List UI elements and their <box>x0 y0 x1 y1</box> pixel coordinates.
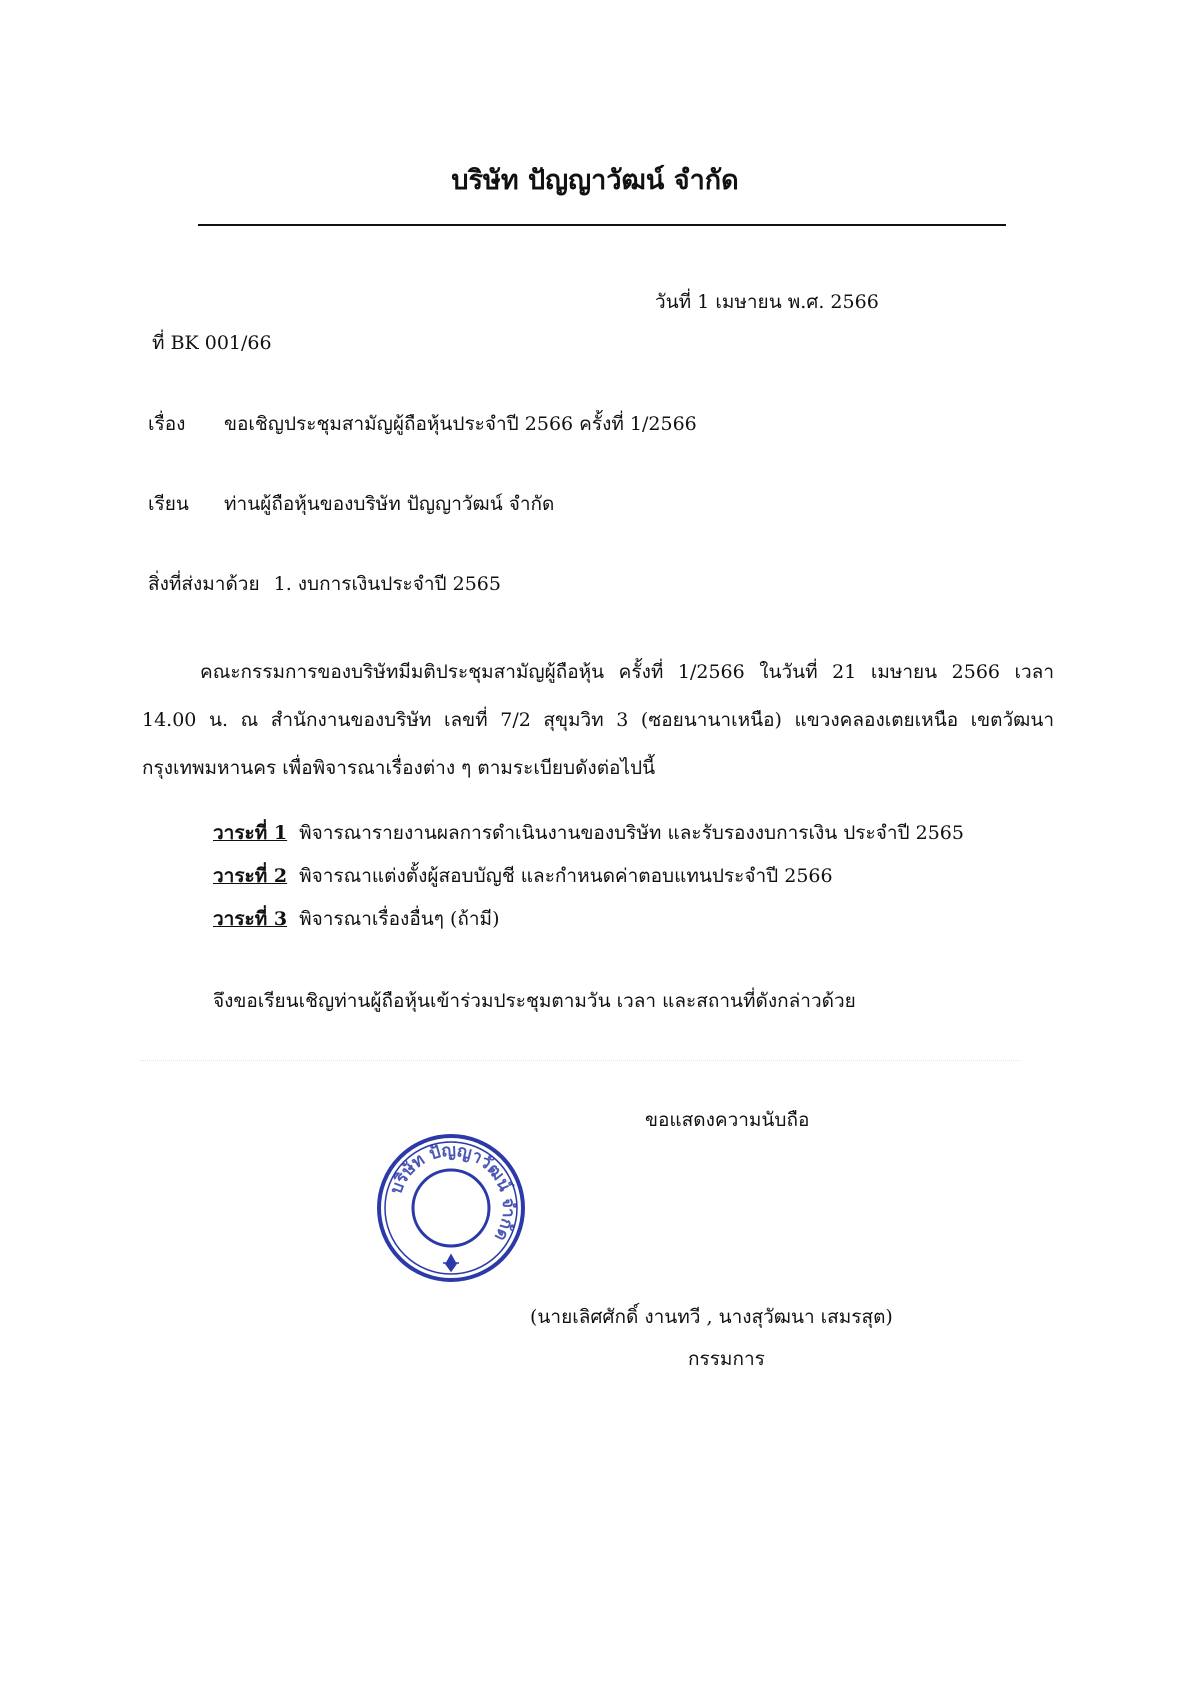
subject-text: ขอเชิญประชุมสามัญผู้ถือหุ้นประจำปี 2566 ครั้งที่ 1/2566 <box>224 413 697 435</box>
company-seal-stamp <box>375 1132 527 1284</box>
addressee-label: เรียน <box>148 493 189 515</box>
subject-label: เรื่อง <box>148 413 186 435</box>
faint-scan-line <box>140 1060 1020 1062</box>
addressee-line <box>148 490 554 518</box>
addressee-text: ท่านผู้ถือหุ้นของบริษัท ปัญญาวัฒน์ จำกัด <box>224 493 555 515</box>
signatory-names: (นายเลิศศักดิ์ งานทวี , นางสุวัฒนา เสมรสุต) <box>530 1306 893 1328</box>
letterhead-divider <box>198 224 1006 226</box>
agenda-item <box>213 905 500 933</box>
invitation-sentence: จึงขอเรียนเชิญท่านผู้ถือหุ้นเข้าร่วมประชุมตามวัน เวลา และสถานที่ดังกล่าวด้วย <box>213 990 856 1012</box>
agenda-text: พิจารณาแต่งตั้งผู้สอบบัญชี และกำหนดค่าตอบแทนประจำปี 2566 <box>299 865 833 887</box>
closing-salutation: ขอแสดงความนับถือ <box>645 1109 810 1131</box>
agenda-number: วาระที่ 2 <box>213 865 288 887</box>
reference-number: ที่ BK 001/66 <box>152 332 272 354</box>
enclosure-line <box>148 570 501 598</box>
agenda-text: พิจารณาเรื่องอื่นๆ (ถ้ามี) <box>299 908 500 930</box>
enclosure-label: สิ่งที่ส่งมาด้วย <box>148 573 260 595</box>
agenda-text: พิจารณารายงานผลการดำเนินงานของบริษัท และรับรองงบการเงิน ประจำปี 2565 <box>299 822 964 844</box>
agenda-number: วาระที่ 1 <box>213 822 288 844</box>
enclosure-text: 1. งบการเงินประจำปี 2565 <box>273 573 501 595</box>
signatory-title: กรรมการ <box>688 1348 765 1370</box>
agenda-number: วาระที่ 3 <box>213 908 288 930</box>
letter-date: วันที่ 1 เมษายน พ.ศ. 2566 <box>655 291 879 313</box>
svg-text:บริษัท ปัญญาวัฒน์ จำกัด: บริษัท ปัญญาวัฒน์ จำกัด <box>386 1140 519 1245</box>
agenda-item <box>213 862 833 890</box>
subject-line <box>148 410 697 438</box>
meeting-notice-paragraph: คณะกรรมการของบริษัทมีมติประชุมสามัญผู้ถือหุ้น ครั้งที่ 1/2566 ในวันที่ 21 เมษายน 2566 เวลา 14.00 น. ณ สำนักงานของบริษัท เลขที่ 7/2 สุขุมวิท 3 (ซอยนานาเหนือ) แขวงคลองเตยเหนือ เขตวัฒนา กรุงเทพมหานคร เพื่อพิจารณาเรื่องต่าง ๆ ตามระเบียบดังต่อไปนี้ <box>142 661 1054 779</box>
agenda-item <box>213 819 964 847</box>
company-letterhead-title: บริษัท ปัญญาวัฒน์ จำกัด <box>451 165 739 196</box>
